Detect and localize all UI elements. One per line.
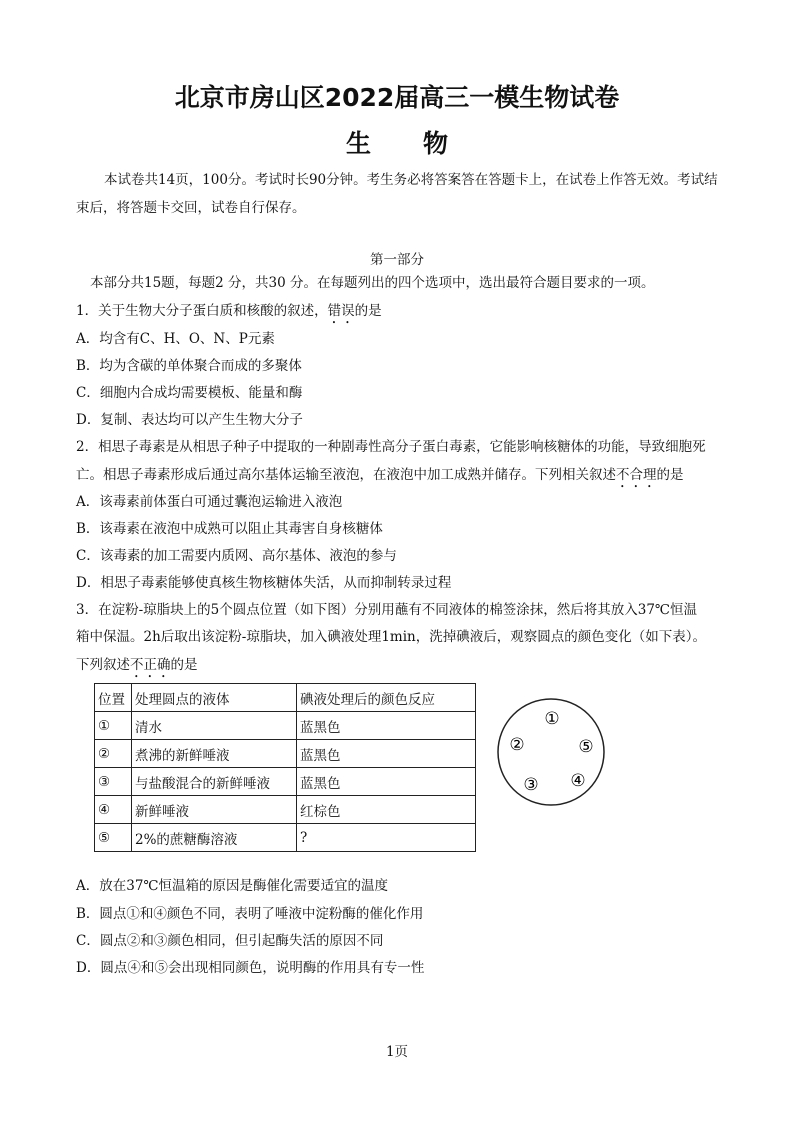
table-cell: ③ <box>95 768 132 796</box>
plate-spot-label: ① <box>544 709 560 729</box>
q3-option-d: D．圆点④和⑤会出现相同颜色，说明酶的作用具有专一性 <box>76 960 425 976</box>
q3-stem-post: 的是 <box>170 657 198 673</box>
q3-stem-line2: 箱中保温。2h后取出该淀粉-琼脂块，加入碘液处理1min，洗掉碘液后，观察圆点的颜色变化（如下表）。 <box>76 629 706 645</box>
table-cell: 与盐酸混合的新鲜唾液 <box>132 768 297 796</box>
exam-instructions: 本试卷共14页，100分。考试时长90分钟。考生务必将答案答在答题卡上，在试卷上作答无效。考试结束后，将答题卡交回，试卷自行保存。 <box>76 172 718 216</box>
q1-stem-emphasis: 错误 <box>327 303 355 319</box>
q3-option-b: B．圆点①和④颜色不同，表明了唾液中淀粉酶的催化作用 <box>76 906 424 922</box>
q3-option-c: C．圆点②和③颜色相同，但引起酶失活的原因不同 <box>76 933 384 949</box>
table-header-cell: 碘液处理后的颜色反应 <box>297 684 476 712</box>
part-heading: 第一部分 <box>370 252 424 268</box>
plate-spot-label: ③ <box>523 775 539 795</box>
q3-results-table <box>94 683 476 852</box>
table-cell: 蓝黑色 <box>297 740 476 768</box>
plate-spot-label: ④ <box>570 771 586 791</box>
table-cell: ? <box>297 824 476 852</box>
q2-option-d: D．相思子毒素能够使真核生物核糖体失活，从而抑制转录过程 <box>76 575 452 591</box>
table-header-cell: 位置 <box>95 684 132 712</box>
table-row <box>95 796 476 824</box>
q2-stem-post: 的是 <box>656 467 684 483</box>
table-header-row <box>95 684 476 712</box>
q2-stem-pre: 亡。相思子毒素形成后通过高尔基体运输至液泡，在液泡中加工成熟并储存。下列相关叙述 <box>76 467 616 483</box>
q3-stem-pre: 下列叙述 <box>76 657 130 673</box>
q2-option-a: A．该毒素前体蛋白可通过囊泡运输进入液泡 <box>76 494 343 510</box>
table-cell: 清水 <box>132 712 297 740</box>
part-instruction: 本部分共15题，每题2 分，共30 分。在每题列出的四个选项中，选出最符合题目要求的一项。 <box>90 275 655 291</box>
table-cell: 新鲜唾液 <box>132 796 297 824</box>
q3-option-a: A．放在37℃恒温箱的原因是酶催化需要适宜的温度 <box>76 878 389 894</box>
table-row <box>95 824 476 852</box>
q1-option-a: A．均含有C、H、O、N、P元素 <box>76 331 275 347</box>
q2-stem-line2 <box>76 465 684 491</box>
q1-stem <box>76 301 382 327</box>
q1-option-d: D．复制、表达均可以产生生物大分子 <box>76 412 303 428</box>
q3-stem-line3 <box>76 655 198 681</box>
q2-stem-line1: 2．相思子毒素是从相思子种子中提取的一种剧毒性高分子蛋白毒素，它能影响核糖体的功能，导致细胞死 <box>76 439 706 455</box>
q1-stem-post: 的是 <box>354 303 382 319</box>
plate-spot-label: ② <box>509 735 525 755</box>
table-cell: 蓝黑色 <box>297 712 476 740</box>
table-cell: 煮沸的新鲜唾液 <box>132 740 297 768</box>
q1-option-c: C．细胞内合成均需要模板、能量和酶 <box>76 385 303 401</box>
plate-spot-label: ⑤ <box>578 737 594 757</box>
q2-option-b: B．该毒素在液泡中成熟可以阻止其毒害自身核糖体 <box>76 521 383 537</box>
q3-stem-line1: 3．在淀粉-琼脂块上的5个圆点位置（如下图）分别用蘸有不同液体的棉签涂抹，然后将其放入37℃恒温 <box>76 602 698 618</box>
table-header-cell: 处理圆点的液体 <box>132 684 297 712</box>
table-cell: 红棕色 <box>297 796 476 824</box>
q2-option-c: C．该毒素的加工需要内质网、高尔基体、液泡的参与 <box>76 548 397 564</box>
table-cell: ① <box>95 712 132 740</box>
table-cell: 蓝黑色 <box>297 768 476 796</box>
starch-agar-plate-diagram <box>496 697 606 807</box>
q1-option-b: B．均为含碳的单体聚合而成的多聚体 <box>76 358 302 374</box>
table-cell: ② <box>95 740 132 768</box>
q2-stem-emphasis: 不合理 <box>616 467 657 483</box>
q3-stem-emphasis: 不正确 <box>130 657 171 673</box>
table-cell: ⑤ <box>95 824 132 852</box>
subject-title: 生物 <box>345 129 500 158</box>
table-row <box>95 712 476 740</box>
exam-title: 北京市房山区2022届高三一模生物试卷 <box>174 83 620 112</box>
table-row <box>95 768 476 796</box>
table-cell: ④ <box>95 796 132 824</box>
q1-stem-pre: 1．关于生物大分子蛋白质和核酸的叙述， <box>76 303 328 319</box>
table-row <box>95 740 476 768</box>
table-cell: 2%的蔗糖酶溶液 <box>132 824 297 852</box>
page-number: 1页 <box>385 1044 409 1060</box>
